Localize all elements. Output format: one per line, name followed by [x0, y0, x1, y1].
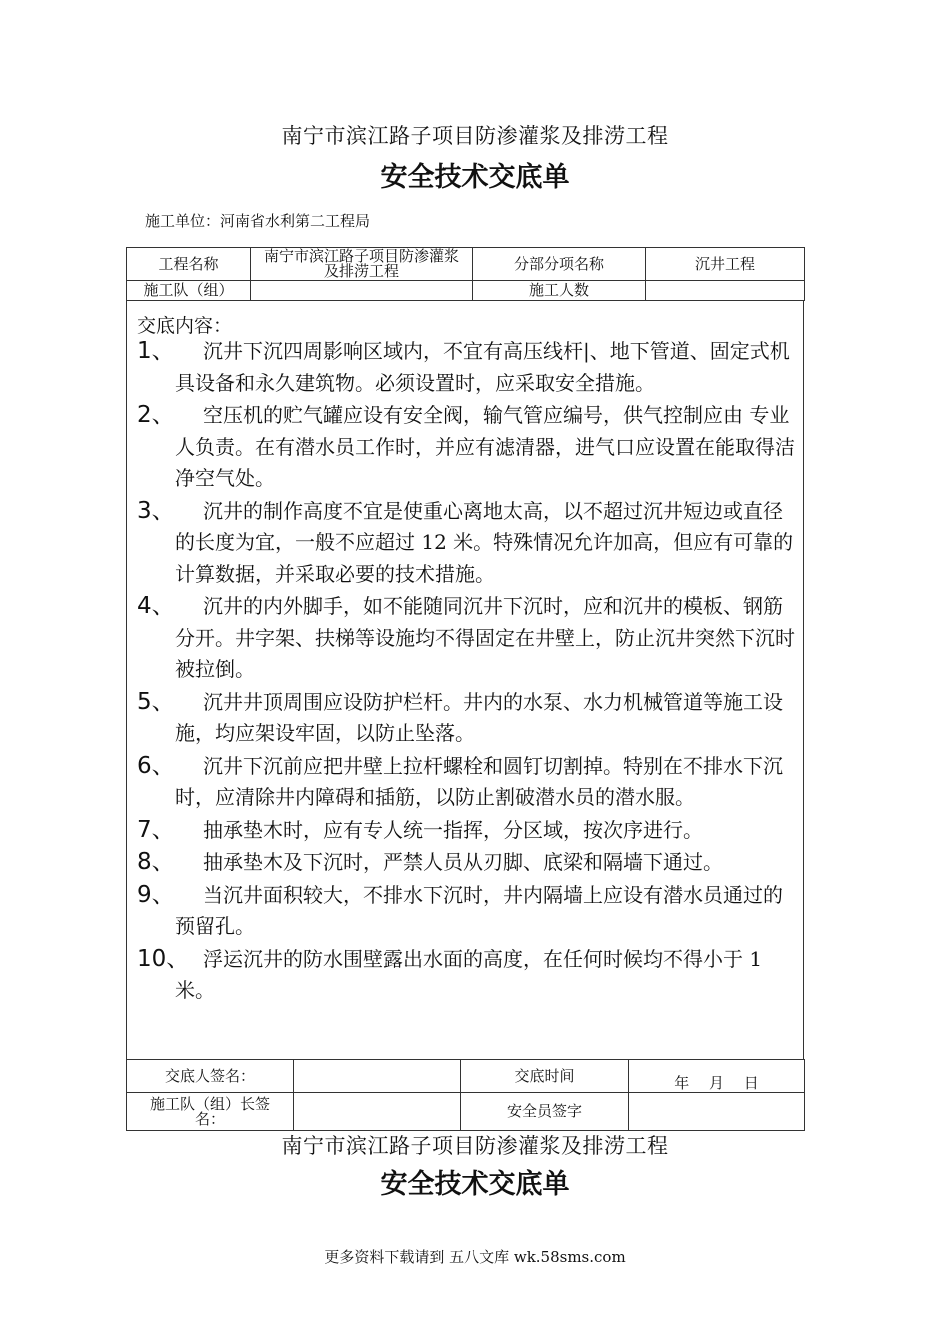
item-number: 1、 — [137, 338, 175, 364]
team-label: 施工队（组） — [127, 281, 251, 301]
briefing-items — [135, 336, 795, 1008]
briefing-item — [135, 847, 795, 879]
item-number: 6、 — [137, 752, 175, 779]
next-page-title: 安全技术交底单 — [380, 1169, 570, 1200]
item-number: 4、 — [137, 593, 175, 619]
briefing-item — [135, 400, 795, 495]
info-row-project — [127, 248, 805, 281]
item-text: 沉井下沉四周影响区域内，不宜有高压线杆|、地下管道、固定式机具设备和永久建筑物。必须设置时，应采取安全措施。 — [175, 339, 790, 395]
info-table — [126, 247, 805, 301]
signature-row-team — [127, 1093, 805, 1131]
briefer-label: 交底人签名： — [127, 1060, 294, 1093]
sub-item-value: 沉井工程 — [646, 248, 805, 281]
briefing-item — [135, 687, 795, 750]
item-number: 2、 — [137, 402, 175, 428]
item-text: 沉井井顶周围应设防护栏杆。井内的水泵、水力机械管道等施工设施，均应架设牢固，以防止坠落。 — [175, 689, 783, 745]
briefing-item — [135, 880, 795, 943]
signature-row-briefer — [127, 1060, 805, 1093]
project-name-label: 工程名称 — [127, 248, 251, 281]
item-number: 8、 — [137, 849, 175, 875]
briefing-item — [135, 336, 795, 399]
footer-link[interactable]: 更多资料下载请到 五八文库 wk.58sms.com — [324, 1248, 626, 1266]
item-text: 当沉井面积较大，不排水下沉时，井内隔墙上应设有潜水员通过的预留孔。 — [175, 882, 783, 938]
next-page-subtitle: 南宁市滨江路子项目防渗灌浆及排涝工程 — [281, 1134, 669, 1158]
briefing-time-value[interactable]: 年 月 日 — [629, 1060, 805, 1093]
document-title: 安全技术交底单 — [380, 162, 570, 193]
signature-table — [126, 1059, 805, 1131]
briefing-content — [126, 301, 804, 1060]
item-text: 抽承垫木及下沉时，严禁人员从刃脚、底梁和隔墙下通过。 — [203, 850, 723, 874]
safety-officer-label: 安全员签字 — [461, 1093, 629, 1131]
construction-unit: 施工单位：河南省水利第二工程局 — [145, 212, 371, 230]
item-number: 7、 — [137, 816, 175, 843]
item-text: 沉井的制作高度不宜是使重心离地太高，以不超过沉井短边或直径的长度为宜，一般不应超过 12 米。特殊情况允许加高，但应有可靠的计算数据，并采取必要的技术措施。 — [175, 498, 794, 586]
item-text: 空压机的贮气罐应设有安全阀，输气管应编号，供气控制应由 专业人负责。在有潜水员工作时，并应有滤清器，进气口应设置在能取得洁净空气处。 — [175, 403, 795, 490]
workers-label: 施工人数 — [473, 281, 646, 301]
item-text: 抽承垫木时，应有专人统一指挥，分区域，按次序进行。 — [203, 817, 703, 842]
item-text: 沉井的内外脚手，如不能随同沉井下沉时，应和沉井的模板、钢筋分开。井字架、扶梯等设施均不得固定在井壁上，防止沉井突然下沉时被拉倒。 — [175, 594, 795, 681]
item-number: 3、 — [137, 497, 175, 524]
workers-value — [646, 281, 805, 301]
briefing-item — [135, 751, 795, 814]
briefing-item — [135, 591, 795, 686]
item-text: 浮运沉井的防水围壁露出水面的高度，在任何时候均不得小于 1 米。 — [175, 946, 763, 1002]
briefing-item — [135, 815, 795, 847]
item-text: 沉井下沉前应把井壁上拉杆螺栓和圆钉切割掉。特别在不排水下沉时，应清除井内障碍和插筋，以防止割破潜水员的潜水服。 — [175, 753, 783, 809]
project-name-value: 南宁市滨江路子项目防渗灌浆及排涝工程 — [251, 248, 473, 281]
item-number: 5、 — [137, 688, 175, 715]
briefing-item — [135, 944, 795, 1007]
briefer-signature-field[interactable] — [294, 1060, 461, 1093]
content-label: 交底内容： — [137, 315, 233, 337]
team-leader-signature-field[interactable] — [294, 1093, 461, 1131]
project-subtitle: 南宁市滨江路子项目防渗灌浆及排涝工程 — [281, 124, 669, 148]
sub-item-label: 分部分项名称 — [473, 248, 646, 281]
briefing-item — [135, 496, 795, 591]
team-value — [251, 281, 473, 301]
item-number: 9、 — [137, 881, 175, 908]
team-leader-label: 施工队（组）长签名： — [127, 1093, 294, 1131]
info-row-team — [127, 281, 805, 301]
briefing-time-label: 交底时间 — [461, 1060, 629, 1093]
safety-officer-signature-field[interactable] — [629, 1093, 805, 1131]
item-number: 10、 — [137, 945, 190, 972]
